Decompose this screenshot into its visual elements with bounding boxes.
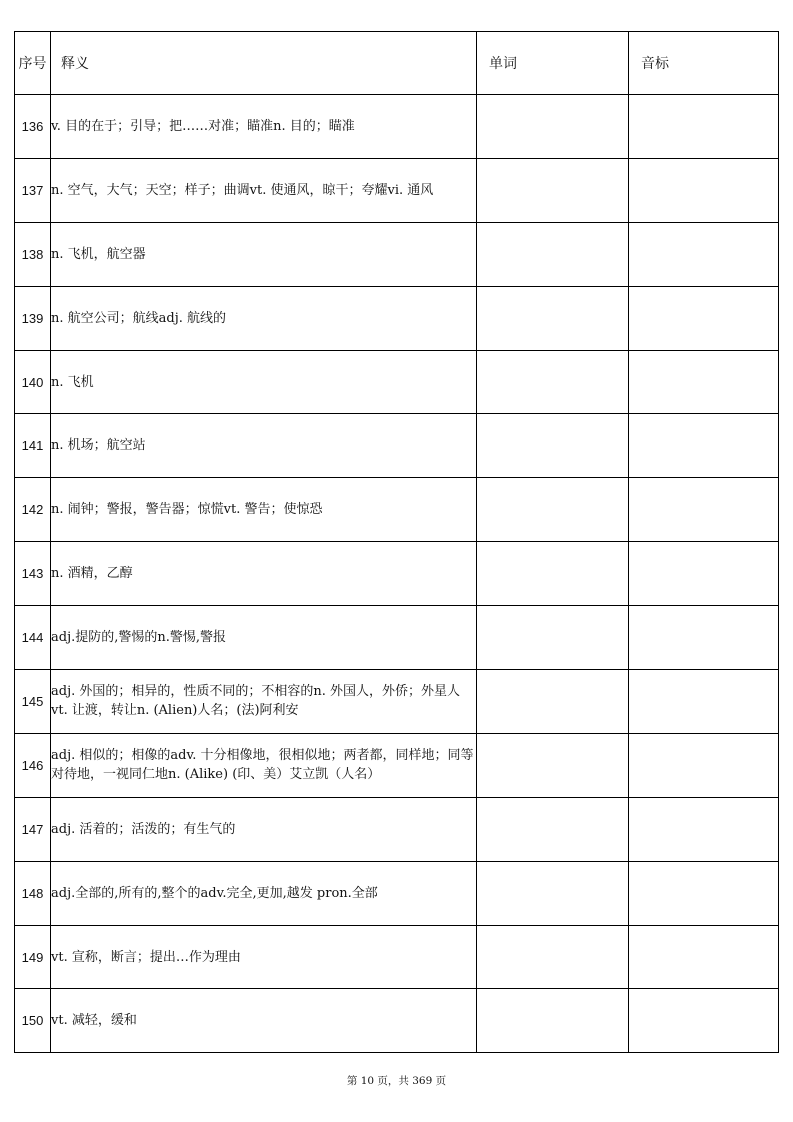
phonetic-cell[interactable] [629,350,779,414]
footer-total-pages: 369 [412,1075,433,1087]
header-definition: 释义 [51,32,477,95]
phonetic-cell[interactable] [629,861,779,925]
phonetic-cell[interactable] [629,286,779,350]
table-row [15,542,779,606]
phonetic-cell[interactable] [629,222,779,286]
table-row [15,158,779,222]
row-definition: n. 航空公司；航线adj. 航线的 [51,286,477,350]
row-definition: n. 飞机 [51,350,477,414]
row-number: 140 [15,350,51,414]
footer-prefix: 第 [346,1075,358,1087]
table-row [15,989,779,1053]
row-number: 149 [15,925,51,989]
row-definition: adj. 外国的；相异的，性质不同的；不相容的n. 外国人，外侨；外星人vt. 让渡，转让n. (Alien)人名；(法)阿利安 [51,670,477,734]
row-definition: adj.提防的,警惕的n.警惕,警报 [51,606,477,670]
row-number: 142 [15,478,51,542]
table-row [15,414,779,478]
word-cell[interactable] [477,670,629,734]
word-cell[interactable] [477,925,629,989]
word-cell[interactable] [477,861,629,925]
phonetic-cell[interactable] [629,95,779,159]
row-number: 145 [15,670,51,734]
table-row [15,925,779,989]
table-row [15,95,779,159]
phonetic-cell[interactable] [629,797,779,861]
word-cell[interactable] [477,286,629,350]
row-number: 147 [15,797,51,861]
row-number: 139 [15,286,51,350]
row-definition: adj.全部的,所有的,整个的adv.完全,更加,越发 pron.全部 [51,861,477,925]
table-row [15,350,779,414]
word-cell[interactable] [477,478,629,542]
table-header-row [15,32,779,95]
footer-suffix: 页 [435,1075,447,1087]
word-cell[interactable] [477,158,629,222]
phonetic-cell[interactable] [629,542,779,606]
table-row [15,222,779,286]
row-number: 138 [15,222,51,286]
word-cell[interactable] [477,414,629,478]
phonetic-cell[interactable] [629,606,779,670]
row-number: 137 [15,158,51,222]
phonetic-cell[interactable] [629,989,779,1053]
row-number: 146 [15,733,51,797]
row-definition: adj. 活着的；活泼的；有生气的 [51,797,477,861]
table-row [15,733,779,797]
row-number: 148 [15,861,51,925]
word-cell[interactable] [477,733,629,797]
row-number: 144 [15,606,51,670]
row-number: 143 [15,542,51,606]
row-number: 141 [15,414,51,478]
vocabulary-table [14,31,779,1053]
header-phonetic: 音标 [629,32,779,95]
row-number: 150 [15,989,51,1053]
phonetic-cell[interactable] [629,925,779,989]
header-word: 单词 [477,32,629,95]
word-cell[interactable] [477,606,629,670]
row-definition: vt. 减轻，缓和 [51,989,477,1053]
table-row [15,861,779,925]
phonetic-cell[interactable] [629,478,779,542]
table-row [15,478,779,542]
row-definition: n. 飞机，航空器 [51,222,477,286]
row-definition: vt. 宣称，断言；提出…作为理由 [51,925,477,989]
table-row [15,606,779,670]
table-row [15,797,779,861]
page-footer [0,1073,793,1088]
row-definition: adj. 相似的；相像的adv. 十分相像地，很相似地；两者都，同样地；同等对待地，一视同仁地n. (Alike) (印、美）艾立凯（人名） [51,733,477,797]
footer-current-page: 10 [360,1075,375,1087]
phonetic-cell[interactable] [629,670,779,734]
row-definition: n. 机场；航空站 [51,414,477,478]
table-row [15,286,779,350]
phonetic-cell[interactable] [629,414,779,478]
word-cell[interactable] [477,222,629,286]
header-number: 序号 [15,32,51,95]
row-definition: n. 酒精，乙醇 [51,542,477,606]
row-definition: n. 空气，大气；天空；样子；曲调vt. 使通风，晾干；夸耀vi. 通风 [51,158,477,222]
footer-mid: 页，共 [377,1075,409,1087]
word-cell[interactable] [477,542,629,606]
phonetic-cell[interactable] [629,158,779,222]
word-cell[interactable] [477,797,629,861]
word-cell[interactable] [477,95,629,159]
word-cell[interactable] [477,989,629,1053]
phonetic-cell[interactable] [629,733,779,797]
row-definition: v. 目的在于；引导；把……对准；瞄准n. 目的；瞄准 [51,95,477,159]
row-number: 136 [15,95,51,159]
row-definition: n. 闹钟；警报，警告器；惊慌vt. 警告；使惊恐 [51,478,477,542]
table-row [15,670,779,734]
word-cell[interactable] [477,350,629,414]
